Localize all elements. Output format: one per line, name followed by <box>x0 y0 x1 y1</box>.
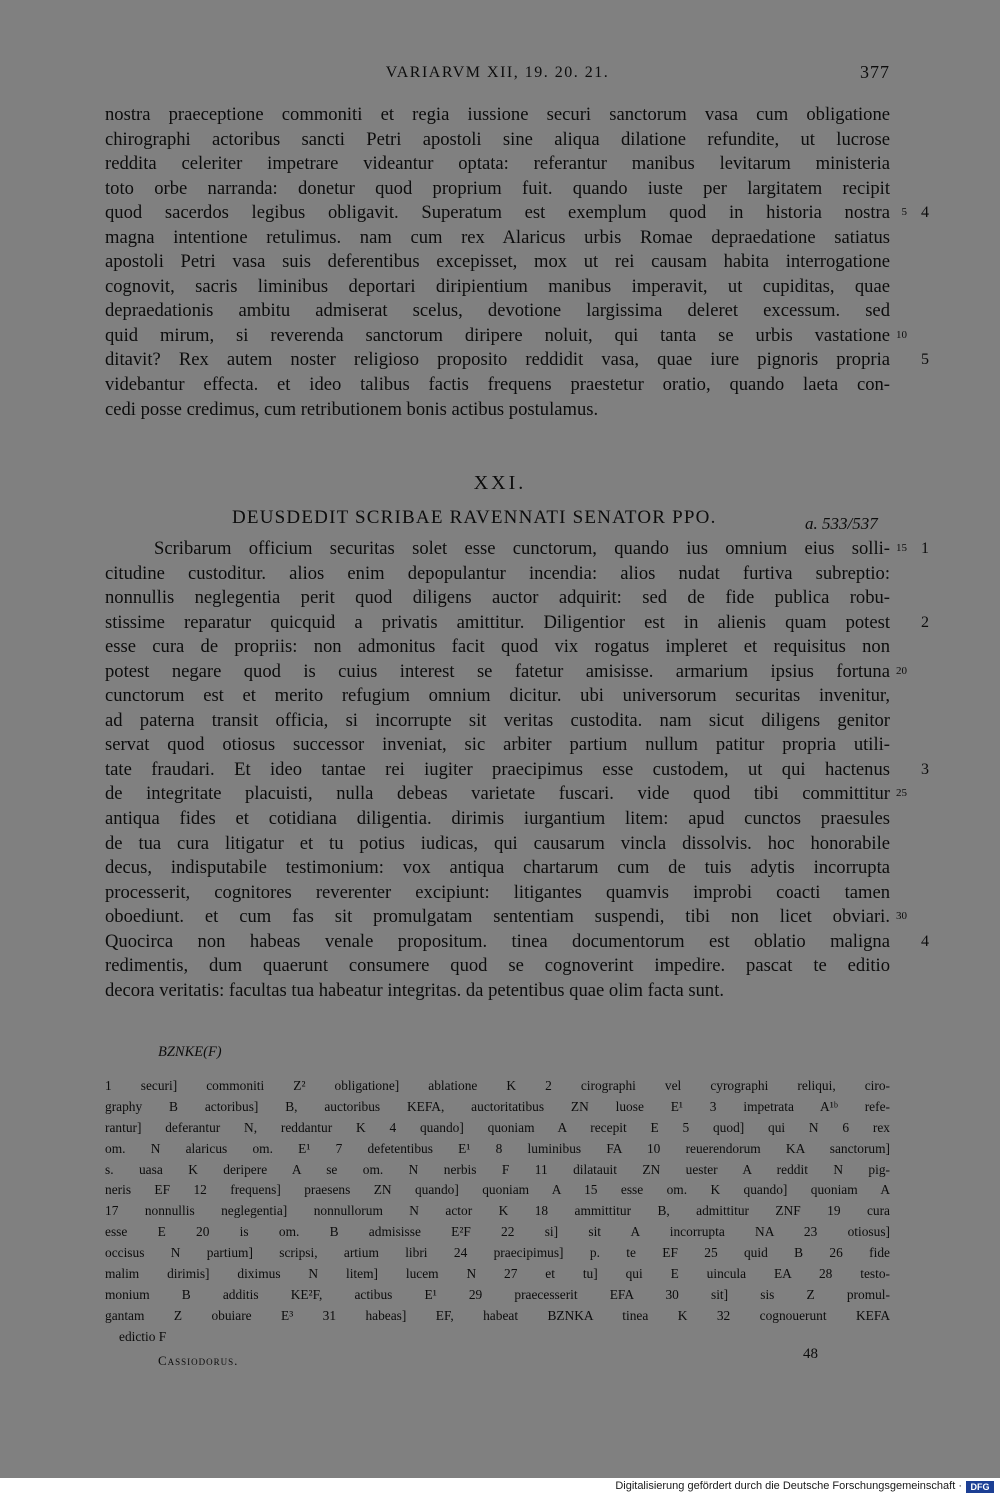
line-number: 15 <box>896 542 907 554</box>
line-text: quod sacerdos legibus obligavit. Superatum est exemplum quod in historia nostra <box>105 202 890 224</box>
dfg-logo: DFG <box>966 1481 994 1493</box>
text-line <box>105 275 890 300</box>
line-text: esse cura de propriis: non admonitus facit quod vix rogatus impleret et requisitus non <box>105 636 890 658</box>
text-line <box>105 373 890 398</box>
text-line <box>105 807 890 832</box>
line-text: citudine custoditur. alios enim depopulantur incendia: alios nudat furtiva subreptio: <box>105 562 890 584</box>
critical-apparatus <box>105 1076 890 1348</box>
apparatus-line: graphy B actoribus] B, auctoribus KEFA, auctoritatibus ZN luose E¹ 3 impetrata A¹ᵇ refe- <box>105 1098 890 1114</box>
text-line <box>105 979 890 1004</box>
section-number: 4 <box>921 932 929 950</box>
text-line <box>105 881 890 906</box>
line-text: reddita celeriter impetrare videantur optata: referantur manibus levitarum ministeria <box>105 153 890 175</box>
apparatus-line: 17 nonnullis neglegentia] nonnullorum N actor K 18 ammittitur B, admittitur ZNF 19 cura <box>105 1203 890 1219</box>
line-text: decora veritatis: facultas tua habeatur integritas. da petentibus quae olim facta sunt. <box>105 979 725 1001</box>
line-text: apostoli Petri vasa suis deferentibus excepisset, mox ut rei causam habita interrogatione <box>105 251 890 273</box>
text-line <box>105 201 929 226</box>
text-line <box>105 832 890 857</box>
text-line <box>105 299 890 324</box>
chapter-title: DEUSDEDIT SCRIBAE RAVENNATI SENATOR PPO. <box>232 507 717 528</box>
chapter-number: XXI. <box>473 472 527 494</box>
text-line <box>105 128 890 153</box>
text-line <box>105 733 890 758</box>
apparatus-line: edictio F <box>119 1328 167 1344</box>
line-text: magna intentione retulimus. nam cum rex Alaricus urbis Romae depraedatione satiatus <box>105 226 890 248</box>
apparatus-line: monium B additis KE²F, actibus E¹ 29 praecesserit EFA 30 sit] sis Z promul- <box>105 1286 890 1302</box>
line-text: potest negare quod is cuius interest se fatetur amisisse. armarium ipsius fortuna <box>105 660 890 682</box>
text-line <box>105 250 890 275</box>
line-text: de integritate placuisti, nulla debeas varietate fuscari. vide quod tibi committitur <box>105 783 890 805</box>
section-number: 3 <box>921 760 929 778</box>
line-text: de tua cura litigatur et tu potius iudicas, qui causarum vincla dissolvis. hoc honorabile <box>105 832 890 854</box>
section-number: 1 <box>921 540 929 557</box>
line-text: Scribarum officium securitas solet esse cunctorum, quando ius omnium eius solli- <box>154 538 890 559</box>
text-line <box>105 586 890 611</box>
running-head-title: VARIARVM XII, 19. 20. 21. <box>385 64 610 81</box>
line-text: ditavit? Rex autem noster religioso proposito reddidit vasa, quae iure pignoris propria <box>105 349 890 371</box>
page-number: 377 <box>860 62 890 82</box>
text-line <box>105 782 907 807</box>
apparatus-line: rantur] deferantur N, reddantur K 4 quando] quoniam A recepit E 5 quod] qui N 6 rex <box>105 1119 890 1135</box>
text-line <box>105 954 890 979</box>
text-line <box>105 226 890 251</box>
line-text: toto orbe narranda: donetur quod proprium fuit. quando iuste per largitatem recipit <box>105 177 890 199</box>
digitization-bar <box>0 1478 1000 1496</box>
section-number: 5 <box>921 351 929 369</box>
text-line <box>105 177 890 202</box>
line-text: chirographi actoribus sancti Petri apostoli sine aliqua dilatione refundite, ut lucrose <box>105 128 890 150</box>
text-line <box>105 758 929 783</box>
text-line <box>105 709 890 734</box>
chapter-date: a. 533/537 <box>805 514 878 533</box>
line-text: cunctorum est et merito refugium omnium dicitur. ubi universorum securitas invenitur, <box>105 685 890 707</box>
section-number: 2 <box>921 613 929 631</box>
line-text: tate fraudari. Et ideo tantae rei iugiter praecipimus esse custodem, ut qui hactenus <box>105 758 890 780</box>
apparatus-line: 1 securi] commoniti Z² obligatione] ablatione K 2 cirographi vel cyrographi reliqui, ciro- <box>105 1078 890 1093</box>
line-text: Quocirca non habeas venale propositum. tinea documentorum est oblatio maligna <box>105 930 890 952</box>
line-text: cedi posse credimus, cum retributionem bonis actibus postulamus. <box>105 398 599 420</box>
line-text: decus, indisputabile testimonium: vox antiqua chartarum cum de tuis adytis incorrupta <box>105 857 890 879</box>
apparatus-line: occisus N partium] scripsi, artium libri 24 praecipimus] p. te EF 25 quid B 26 fide <box>105 1245 890 1261</box>
running-head <box>105 62 890 88</box>
text-line <box>105 684 890 709</box>
line-number: 30 <box>896 910 907 923</box>
continued-letter-text <box>105 103 929 422</box>
apparatus-line: gantam Z obuiare E³ 31 habeas] EF, habeat BZNKA tinea K 32 cognouerunt KEFA <box>105 1307 890 1323</box>
line-text: antiqua fides et cotidiana diligentia. dirimis iurgantium litem: apud cunctos praesules <box>105 808 890 830</box>
apparatus-line: esse E 20 is om. B admisisse E²F 22 si] sit A incorrupta NA 23 otiosus] <box>105 1224 890 1240</box>
line-number: 25 <box>896 787 907 800</box>
line-text: nostra praeceptione commoniti et regia iussione securi sanctorum vasa cum obligatione <box>105 104 890 125</box>
text-line <box>105 611 929 636</box>
signature-mark: 48 <box>803 1346 818 1362</box>
text-line <box>105 562 890 587</box>
text-line <box>105 930 929 955</box>
line-number: 10 <box>896 328 907 341</box>
line-text: redimentis, dum quaerunt consumere quod se cognoverint impedire. pascat te editio <box>105 955 890 977</box>
text-line <box>105 856 890 881</box>
digitization-notice: Digitalisierung gefördert durch die Deutsche Forschungsgemeinschaft · <box>615 1480 962 1492</box>
line-text: servat quod otiosus successor inveniat, sic arbiter partium nullum patitur propria utili- <box>105 734 890 756</box>
text-line <box>105 398 890 423</box>
line-text: cognovit, sacris liminibus deportari diripientium manibus imperavit, ut cupiditas, quae <box>105 275 890 297</box>
text-line <box>105 152 890 177</box>
line-number: 5 <box>901 206 907 219</box>
text-line <box>105 103 890 128</box>
line-text: stissime reparatur quicquid a privatis amittitur. Diligentior est in alienis quam potest <box>105 611 890 633</box>
letter-text <box>105 537 929 1003</box>
line-text: ad paterna transit officia, si incorrupte sit veritas custodita. nam sicut diligens genitor <box>105 709 890 731</box>
manuscript-sigla: BZNKE(F) <box>158 1044 222 1060</box>
text-line <box>105 348 929 373</box>
line-text: depraedationis ambitu admiserat scelus, devotione largissima deleret excessum. sed <box>105 300 890 322</box>
text-line <box>105 905 907 930</box>
line-text: quid mirum, si reverenda sanctorum diripere noluit, qui tanta se urbis vastatione <box>105 324 890 346</box>
line-text: videbantur effecta. et ideo talibus factis frequens praestetur oratio, quando laeta con- <box>105 374 890 396</box>
text-line <box>105 537 929 562</box>
text-line <box>105 660 907 685</box>
text-line <box>105 324 907 349</box>
footer-author: Cassiodorus. <box>158 1353 239 1368</box>
text-line <box>105 635 890 660</box>
line-number: 20 <box>896 664 907 677</box>
apparatus-line: malim dirimis] diximus N litem] lucem N 27 et tu] qui E uincula EA 28 testo- <box>105 1266 890 1282</box>
line-text: processerit, cognitores reverenter excipiunt: litigantes quamvis improbi coacti tamen <box>105 881 890 903</box>
apparatus-line: om. N alaricus om. E¹ 7 defetentibus E¹ 8 luminibus FA 10 reuerendorum KA sanctorum] <box>105 1140 890 1156</box>
line-text: oboediunt. et cum fas sit promulgatam sententiam suspendi, tibi non licet obviari. <box>105 906 890 928</box>
line-text: nonnullis neglegentia perit quod diligens auctor adquirit: sed de fide publica robu- <box>105 587 890 609</box>
section-number: 4 <box>921 204 929 222</box>
apparatus-line: neris EF 12 frequens] praesens ZN quando] quoniam A 15 esse om. K quando] quoniam A <box>105 1182 890 1198</box>
apparatus-line: s. uasa K deripere A se om. N nerbis F 11 dilatauit ZN uester A reddit N pig- <box>105 1161 890 1177</box>
